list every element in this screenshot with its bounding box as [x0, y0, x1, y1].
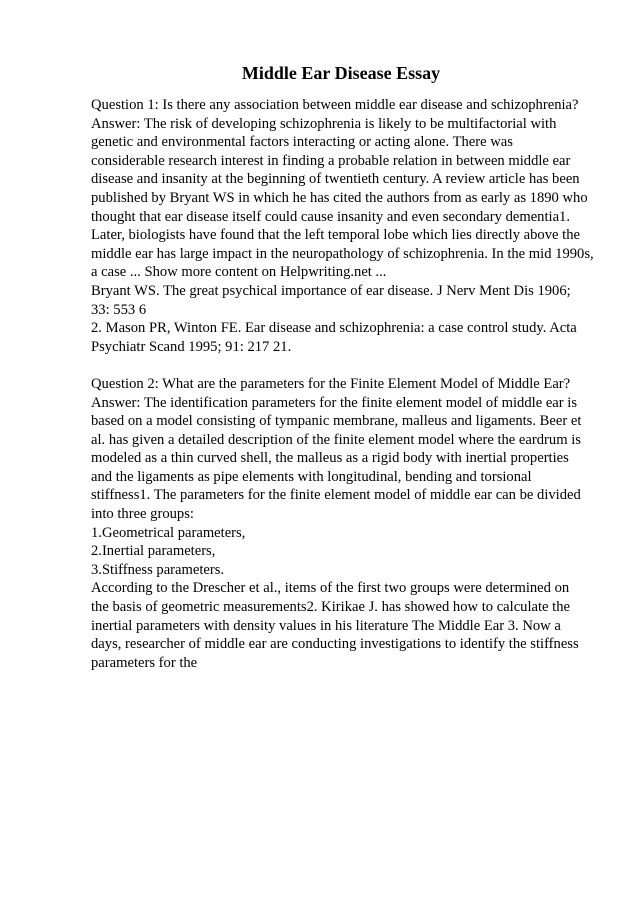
- text-line: According to the Drescher et al., items of the first two groups were determined on: [91, 580, 570, 597]
- text-line: inertial parameters with density values in his literature The Middle Ear 3. Now a: [91, 617, 561, 634]
- text-line: considerable research interest in finding a probable relation in between middle ear: [91, 152, 571, 169]
- text-line: published by Bryant WS in which he has cited the authors from as early as 1890 who: [91, 189, 588, 206]
- document-title: Middle Ear Disease Essay: [241, 63, 441, 83]
- text-line: 33: 553 6: [91, 301, 147, 318]
- document-body: [91, 96, 611, 672]
- text-line: a case ... Show more content on Helpwriting.net ...: [91, 264, 387, 281]
- text-line: 2.Inertial parameters,: [91, 543, 216, 560]
- text-line: al. has given a detailed description of the finite element model where the eardrum is: [91, 431, 581, 448]
- text-line: Bryant WS. The great psychical importance of ear disease. J Nerv Ment Dis 1906;: [91, 282, 571, 299]
- text-line: Question 2: What are the parameters for the Finite Element Model of Middle Ear?: [91, 375, 571, 392]
- text-line: disease and insanity at the beginning of twentieth century. A review article has been: [91, 171, 580, 188]
- text-line: Later, biologists have found that the left temporal lobe which lies directly above the: [91, 227, 580, 244]
- text-line: 3.Stiffness parameters.: [91, 561, 225, 578]
- text-line: days, researcher of middle ear are conducting investigations to identify the stiffness: [91, 636, 579, 653]
- text-line: thought that ear disease itself could cause insanity and even secondary dementia1.: [91, 208, 570, 225]
- text-line: the basis of geometric measurements2. Kirikae J. has showed how to calculate the: [91, 599, 571, 616]
- text-line: based on a model consisting of tympanic membrane, malleus and ligaments. Beer et: [91, 413, 582, 430]
- text-line: 2. Mason PR, Winton FE. Ear disease and schizophrenia: a case control study. Acta: [91, 320, 577, 337]
- text-line: stiffness1. The parameters for the finite element model of middle ear can be divided: [91, 487, 581, 504]
- text-line: 1.Geometrical parameters,: [91, 524, 246, 541]
- text-line: Answer: The identification parameters for the finite element model of middle ear is: [91, 394, 578, 411]
- text-line: genetic and environmental factors interacting or acting alone. There was: [91, 134, 513, 151]
- text-line: Psychiatr Scand 1995; 91: 217 21.: [91, 338, 292, 355]
- text-line: Answer: The risk of developing schizophrenia is likely to be multifactorial with: [91, 115, 557, 132]
- text-line: middle ear has large impact in the neuropathology of schizophrenia. In the mid 1990s,: [91, 245, 594, 262]
- text-line: and the ligaments as pipe elements with longitudinal, bending and torsional: [91, 468, 532, 485]
- text-line: Question 1: Is there any association between middle ear disease and schizophrenia?: [91, 97, 579, 113]
- paragraph-spacer: [91, 356, 611, 375]
- text-line: parameters for the: [91, 654, 198, 671]
- text-line: into three groups:: [91, 506, 194, 523]
- text-line: modeled as a thin curved shell, the malleus as a rigid body with inertial properties: [91, 450, 569, 467]
